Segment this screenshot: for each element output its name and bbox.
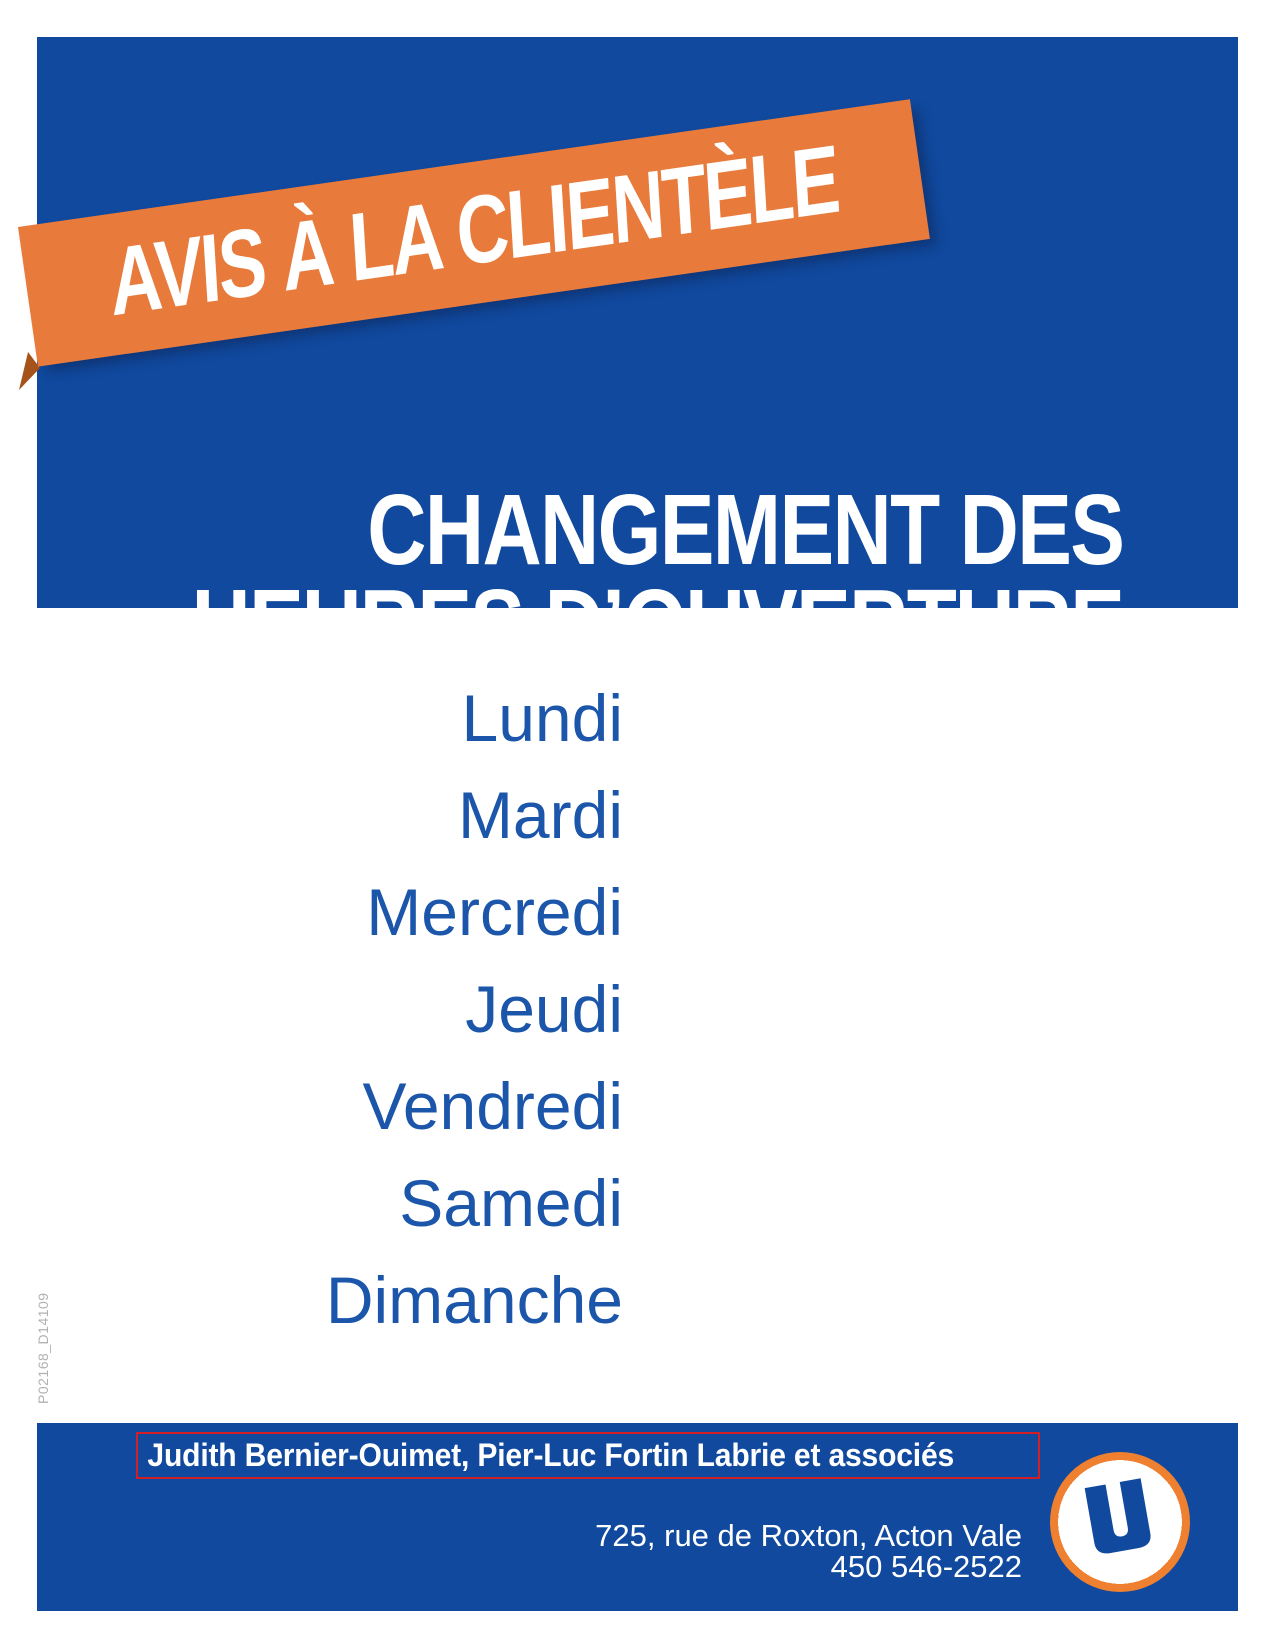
u-letter-glyph: [1077, 1473, 1159, 1561]
owners-names: Judith Bernier-Ouimet, Pier-Luc Fortin Labrie et associés: [147, 1437, 955, 1473]
page-title: [191, 474, 1123, 681]
page-title-line2: HEURES D’OUVERTURE: [191, 569, 1123, 681]
uniprix-u-logo-icon: [1050, 1452, 1190, 1592]
days-list: [326, 670, 623, 1349]
store-contact-block: [595, 1520, 1022, 1582]
day-item-jeudi: Jeudi: [465, 972, 623, 1046]
store-phone: 450 546-2522: [830, 1549, 1022, 1584]
day-item-dimanche: Dimanche: [325, 1263, 623, 1337]
print-code: P02168_D14109: [35, 1292, 51, 1404]
footer-banner: [37, 1423, 1238, 1611]
page-title-line1: CHANGEMENT DES: [366, 474, 1123, 586]
store-address: 725, rue de Roxton, Acton Vale: [595, 1518, 1022, 1553]
day-item-mardi: Mardi: [457, 778, 623, 852]
day-item-vendredi: Vendredi: [362, 1069, 623, 1143]
day-item-mercredi: Mercredi: [366, 875, 623, 949]
ribbon-label: AVIS À LA CLIENTÈLE: [106, 124, 841, 337]
day-item-lundi: Lundi: [461, 681, 623, 755]
day-item-samedi: Samedi: [399, 1166, 623, 1240]
owners-outline-box: [136, 1432, 1040, 1479]
